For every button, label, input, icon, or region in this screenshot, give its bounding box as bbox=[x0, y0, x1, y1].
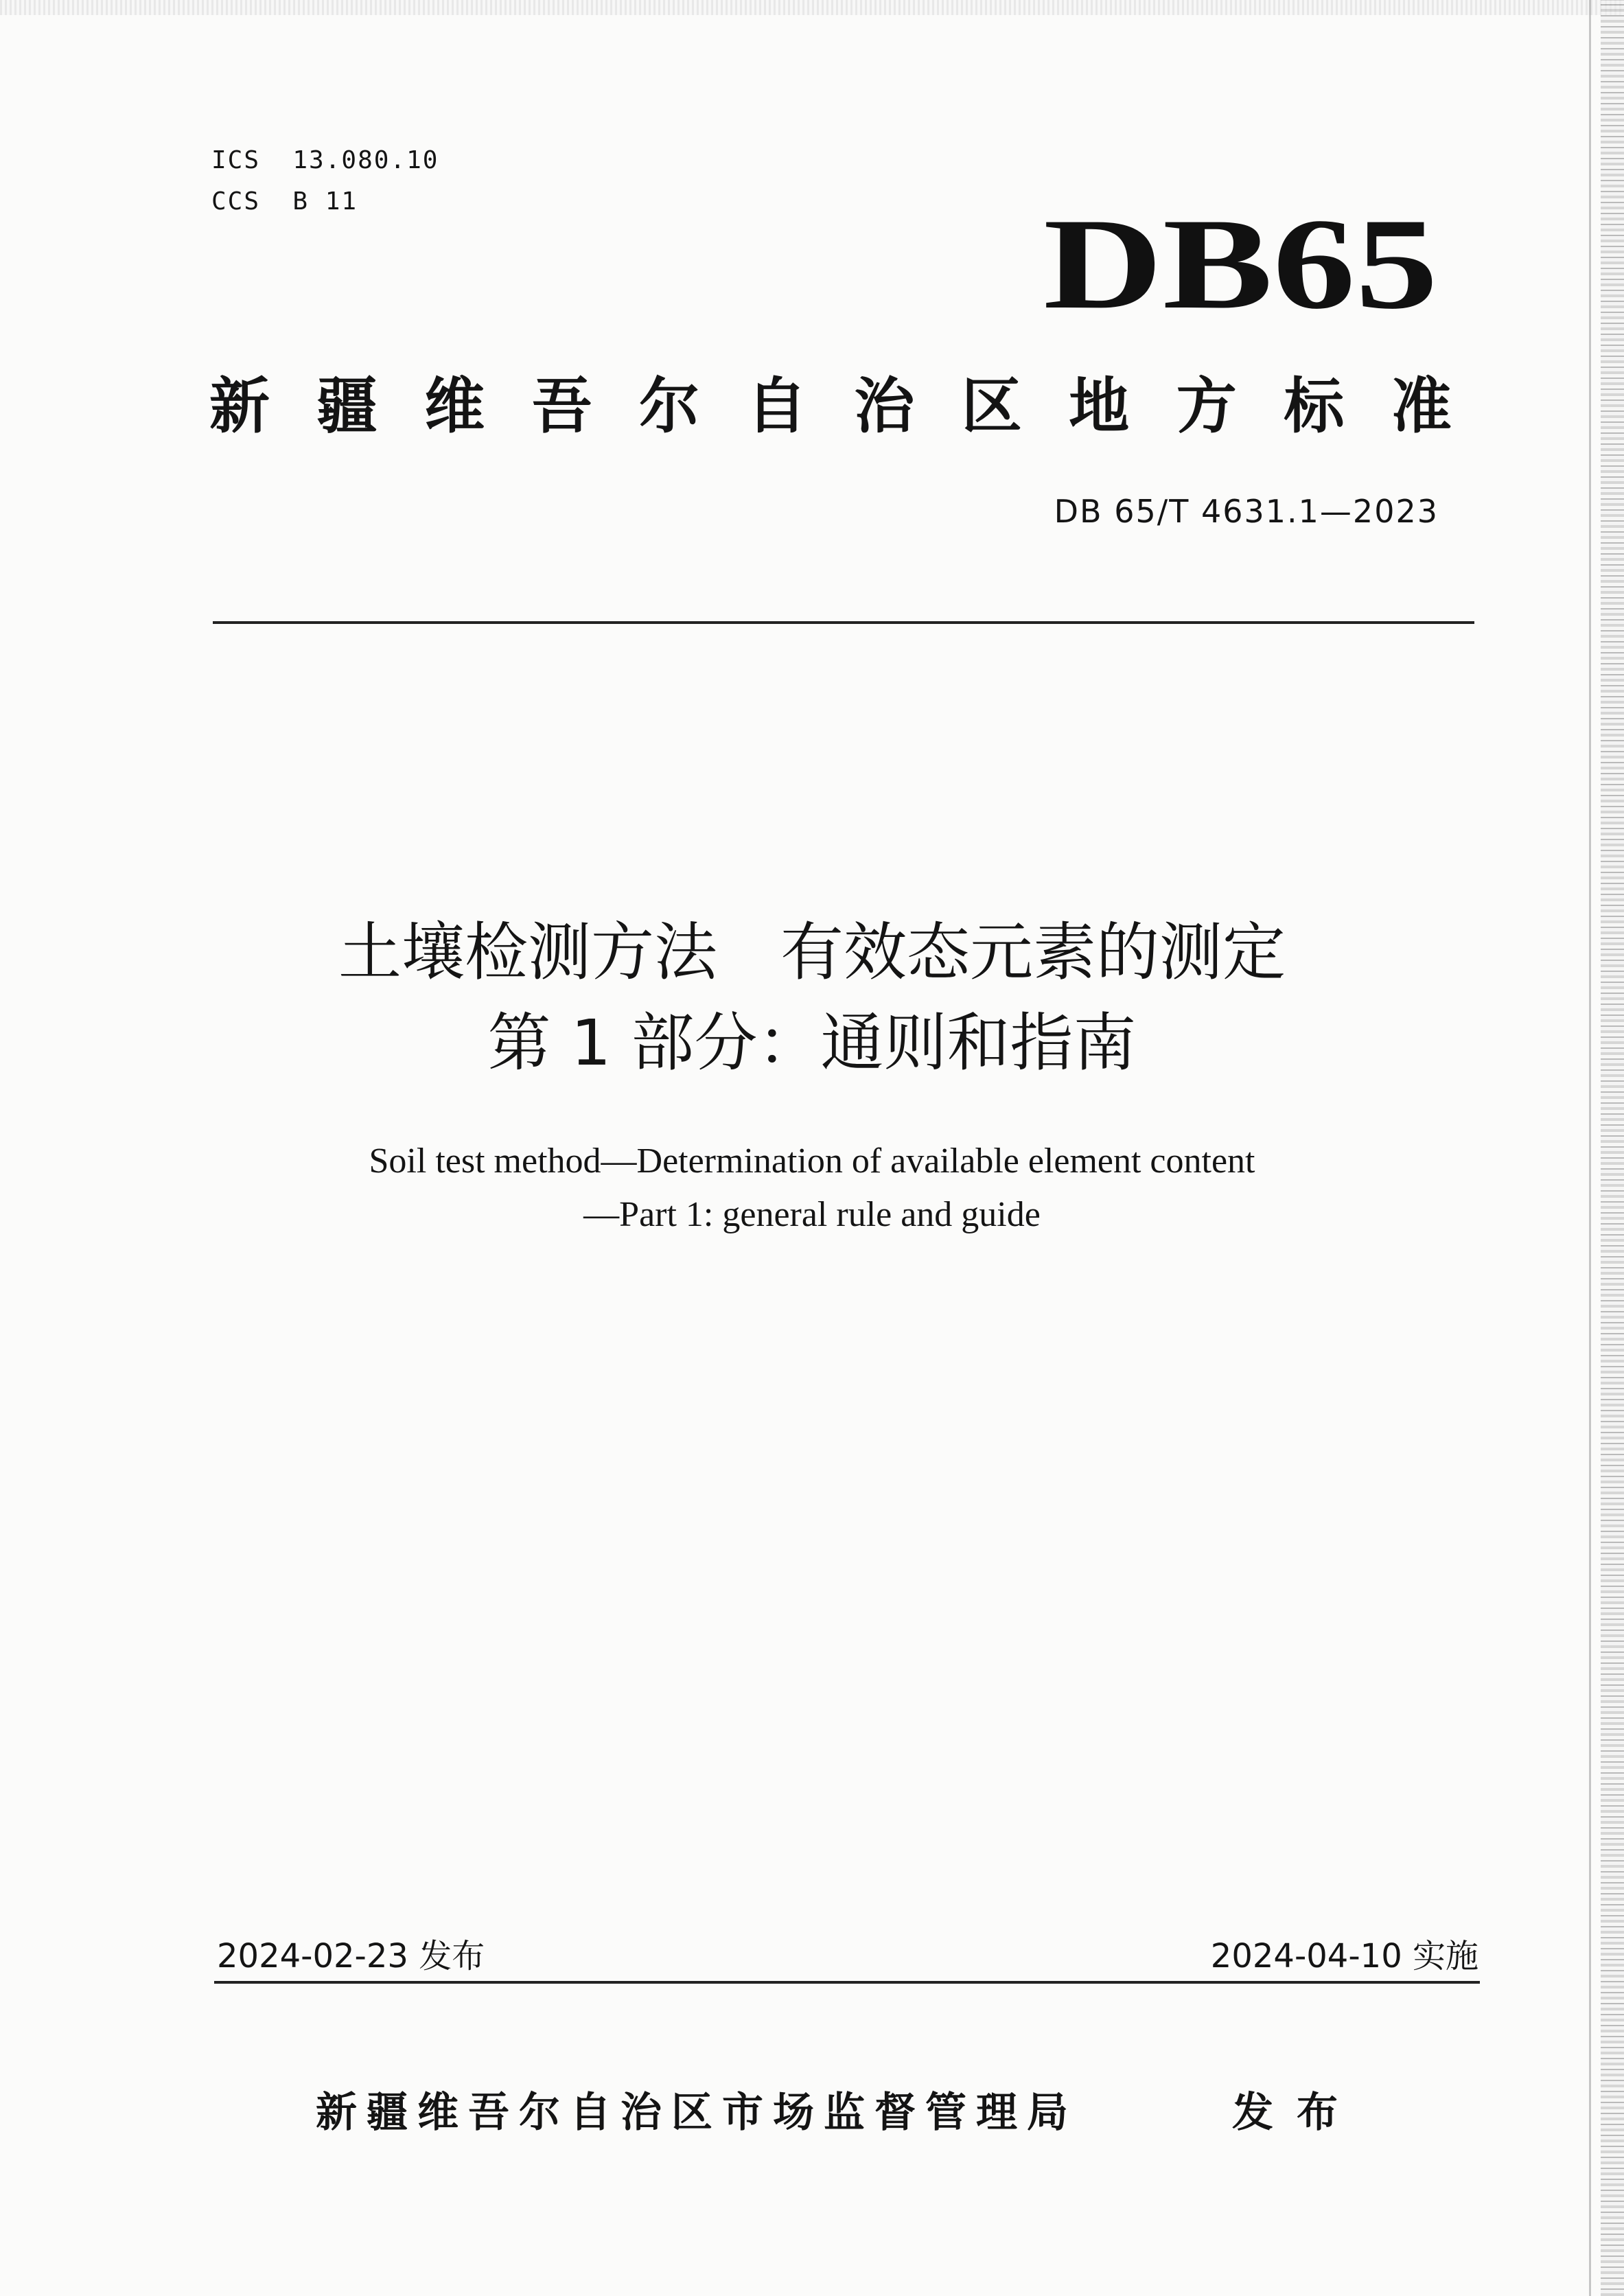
publish-label: 发布 bbox=[1232, 2089, 1361, 2137]
standard-type-char: 地 bbox=[1069, 371, 1130, 441]
standard-number: DB 65/T 4631.1—2023 bbox=[1054, 493, 1439, 530]
publisher-name: 新疆维吾尔自治区市场监督管理局 bbox=[316, 2089, 1078, 2137]
standard-type-char: 维 bbox=[424, 371, 485, 441]
title-en-line2: —Part 1: general rule and guide bbox=[583, 1195, 1041, 1234]
standard-type-char: 疆 bbox=[316, 371, 378, 441]
title-cn-line1: 土壤检测方法 有效态元素的测定 bbox=[338, 916, 1286, 989]
standard-type-char: 治 bbox=[854, 371, 915, 441]
db65-logo bbox=[1033, 206, 1438, 323]
standard-type-char: 方 bbox=[1176, 371, 1237, 441]
standard-type-char: 自 bbox=[746, 371, 807, 441]
standard-type-char: 区 bbox=[961, 371, 1022, 441]
ics-code: ICS 13.080.10 bbox=[211, 146, 439, 174]
standard-type-char: 新 bbox=[209, 371, 270, 441]
standard-type-char: 标 bbox=[1284, 371, 1345, 441]
date-divider bbox=[214, 1981, 1480, 1984]
ccs-code: CCS B 11 bbox=[211, 187, 358, 216]
title-en-line1: Soil test method—Determination of available element content bbox=[369, 1141, 1255, 1181]
title-cn-line2: 第 1 部分：通则和指南 bbox=[487, 1006, 1137, 1080]
standard-type-char: 准 bbox=[1391, 371, 1452, 441]
standard-type-char: 吾 bbox=[531, 371, 592, 441]
standard-type-char: 尔 bbox=[639, 371, 700, 441]
issue-date: 2024-02-23 发布 bbox=[217, 1937, 485, 1975]
header-divider bbox=[213, 621, 1474, 624]
implementation-date: 2024-04-10 实施 bbox=[1210, 1937, 1478, 1975]
db65-logo-text: DB65 bbox=[1043, 206, 1438, 323]
scan-edge-top bbox=[0, 0, 1624, 15]
standard-type-title bbox=[209, 364, 1452, 439]
